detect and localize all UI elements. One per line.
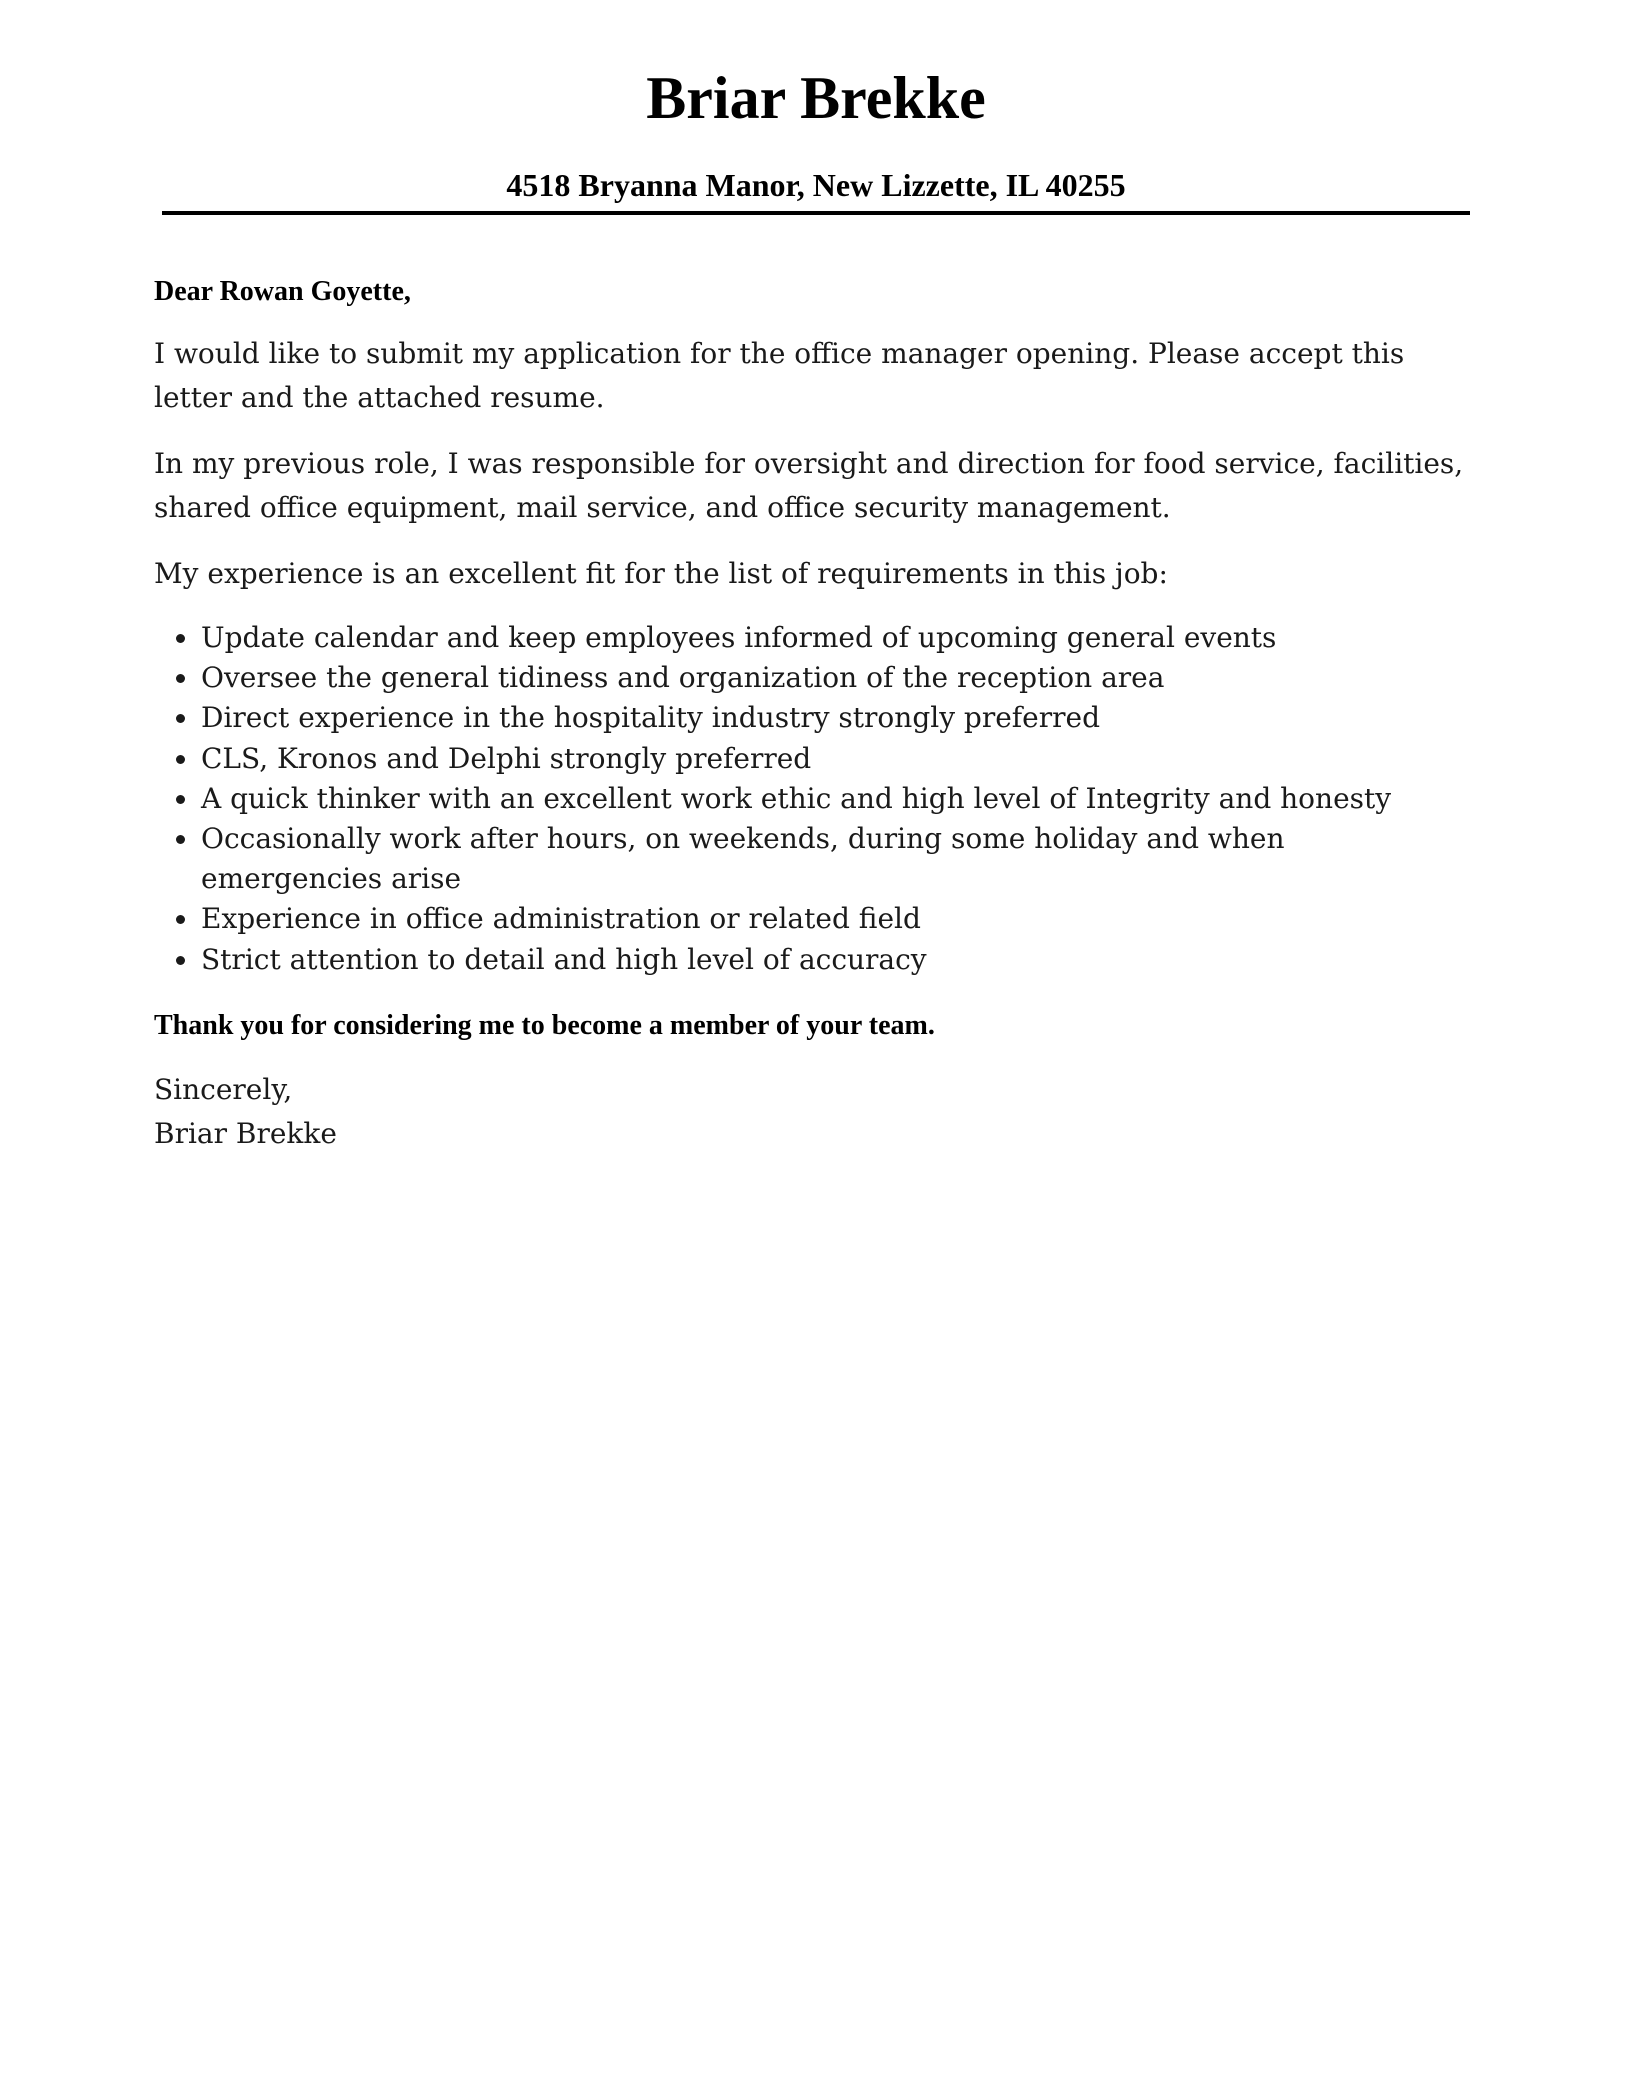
closing-line: Thank you for considering me to become a member of your team. [154,1009,935,1041]
list-item-text: Update calendar and keep employees informed of upcoming general events [201,621,1277,654]
list-item [154,658,1474,698]
bullet-icon [176,956,185,965]
list-item-text: Strict attention to detail and high level of accuracy [201,942,927,976]
bullet-icon [176,795,185,804]
list-item-text: Experience in office administration or related field [201,902,921,936]
bullet-icon [176,755,185,764]
requirements-list [154,618,1474,980]
list-item-text: Occasionally work after hours, on weekends, during some holiday and when emergencies arise [201,822,1285,896]
letter-body [154,270,1474,1156]
signoff: Sincerely, [154,1072,293,1106]
applicant-address: 4518 Bryanna Manor, New Lizzette, IL 40255 [506,167,1126,203]
signature-name: Briar Brekke [154,1116,337,1150]
bullet-icon [176,674,185,683]
list-item [154,618,1474,658]
bullet-icon [176,915,185,924]
list-item-text: Direct experience in the hospitality industry strongly preferred [201,701,1100,735]
list-item [154,899,1474,939]
list-item-text: Oversee the general tidiness and organization of the reception area [201,661,1165,695]
intro-paragraph: I would like to submit my application for the office manager opening. Please accept this letter and the attached resume. [154,337,1405,414]
list-item [154,940,1474,980]
list-item [154,819,1474,899]
bullet-icon [176,835,185,844]
bullet-icon [176,634,185,643]
requirements-intro: My experience is an excellent fit for the list of requirements in this job: [154,557,1168,590]
bullet-icon [176,714,185,723]
list-item [154,779,1474,819]
header-divider [162,211,1470,215]
list-item [154,698,1474,738]
list-item-text: CLS, Kronos and Delphi strongly preferred [201,741,812,775]
applicant-name: Briar Brekke [646,65,986,131]
list-item [154,739,1474,779]
salutation: Dear Rowan Goyette, [154,276,411,307]
experience-paragraph: In my previous role, I was responsible for oversight and direction for food service, facilities, shared office equipment, mail service, and office security management. [154,447,1464,524]
list-item-text: A quick thinker with an excellent work ethic and high level of Integrity and honesty [201,781,1392,815]
